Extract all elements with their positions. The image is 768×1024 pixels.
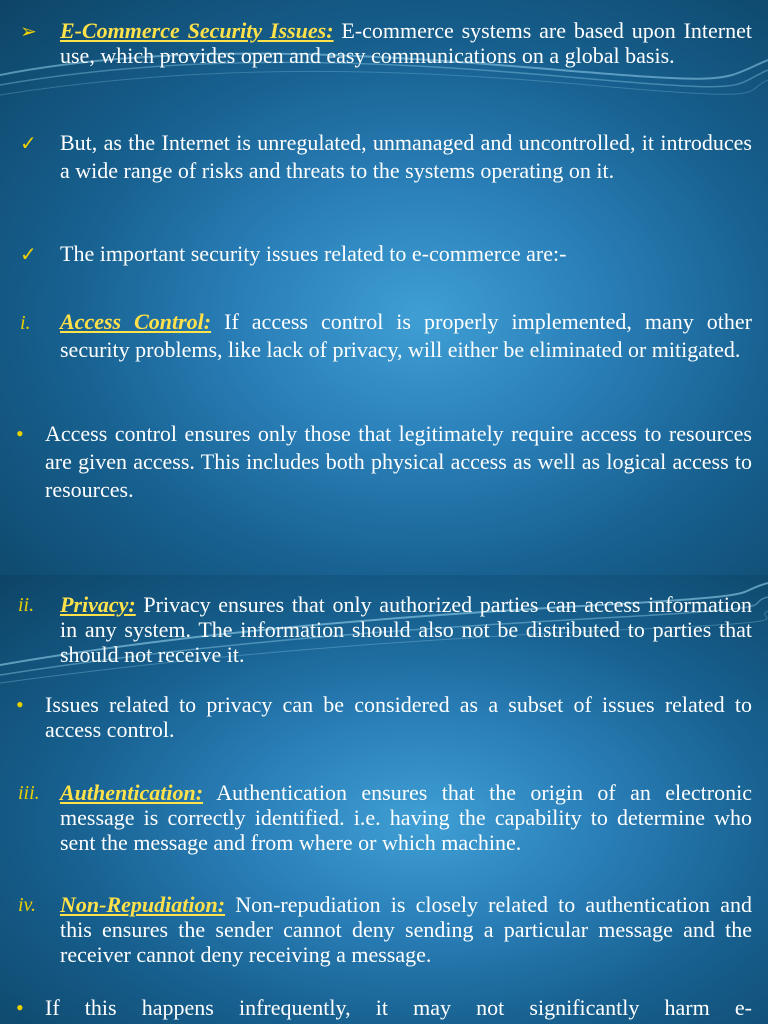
paragraph-text: Non-repudiation is closely related to authentication and this ensures the sender cannot deny sending a particular message and the receiver cannot deny receiving a message. xyxy=(60,892,752,967)
paragraph-text: If access control is properly implemented, many other security problems, like lack of privacy, will either be eliminated or mitigated. xyxy=(60,309,752,362)
term-non-repudiation: Non-Repudiation: xyxy=(60,892,226,917)
paragraph-internet-risks: But, as the Internet is unregulated, unmanaged and uncontrolled, it introduces a wide range of risks and threats to the systems operating on it. xyxy=(60,130,752,183)
slide-2 xyxy=(0,575,768,1024)
paragraph-issues-intro: The important security issues related to e-commerce are:- xyxy=(60,241,567,266)
roman-numeral-i: i. xyxy=(20,312,31,334)
paragraph-privacy-subset: Issues related to privacy can be considered as a subset of issues related to access control. xyxy=(45,692,752,742)
paragraph-privacy xyxy=(60,592,752,667)
term-privacy: Privacy: xyxy=(60,592,136,617)
paragraph-text: Privacy ensures that only authorized parties can access information in any system. The information should also not be distributed to parties that should not receive it. xyxy=(60,592,752,667)
roman-numeral-iii: iii. xyxy=(18,782,40,804)
dot-bullet-icon: • xyxy=(16,995,24,1020)
paragraph-access-control xyxy=(60,308,752,364)
paragraph-text: E-commerce systems are based upon Internet use, which provides open and easy communications on a global basis. xyxy=(60,18,752,68)
term-ecommerce-security: E-Commerce Security Issues: xyxy=(60,18,334,43)
check-bullet-icon: ✓ xyxy=(20,244,37,266)
term-access-control: Access Control: xyxy=(60,309,212,334)
check-bullet-icon: ✓ xyxy=(20,133,37,155)
paragraph-non-repudiation xyxy=(60,892,752,967)
roman-numeral-iv: iv. xyxy=(18,894,36,916)
dot-bullet-icon: • xyxy=(16,421,24,446)
roman-numeral-ii: ii. xyxy=(18,594,35,616)
paragraph-authentication xyxy=(60,780,752,855)
arrow-bullet-icon: ➢ xyxy=(20,21,37,43)
paragraph-ecommerce-security xyxy=(60,18,752,68)
paragraph-text: Authentication ensures that the origin of an electronic message is correctly identified. i.e. having the capability to determine who sent the message and from where or which machine. xyxy=(60,780,752,855)
paragraph-access-control-detail: Access control ensures only those that legitimately require access to resources are given access. This includes both physical access as well as logical access to resources. xyxy=(45,421,752,502)
paragraph-infrequent-harm: If this happens infrequently, it may not significantly harm e- xyxy=(45,995,752,1020)
term-authentication: Authentication: xyxy=(60,780,204,805)
dot-bullet-icon: • xyxy=(16,692,24,717)
